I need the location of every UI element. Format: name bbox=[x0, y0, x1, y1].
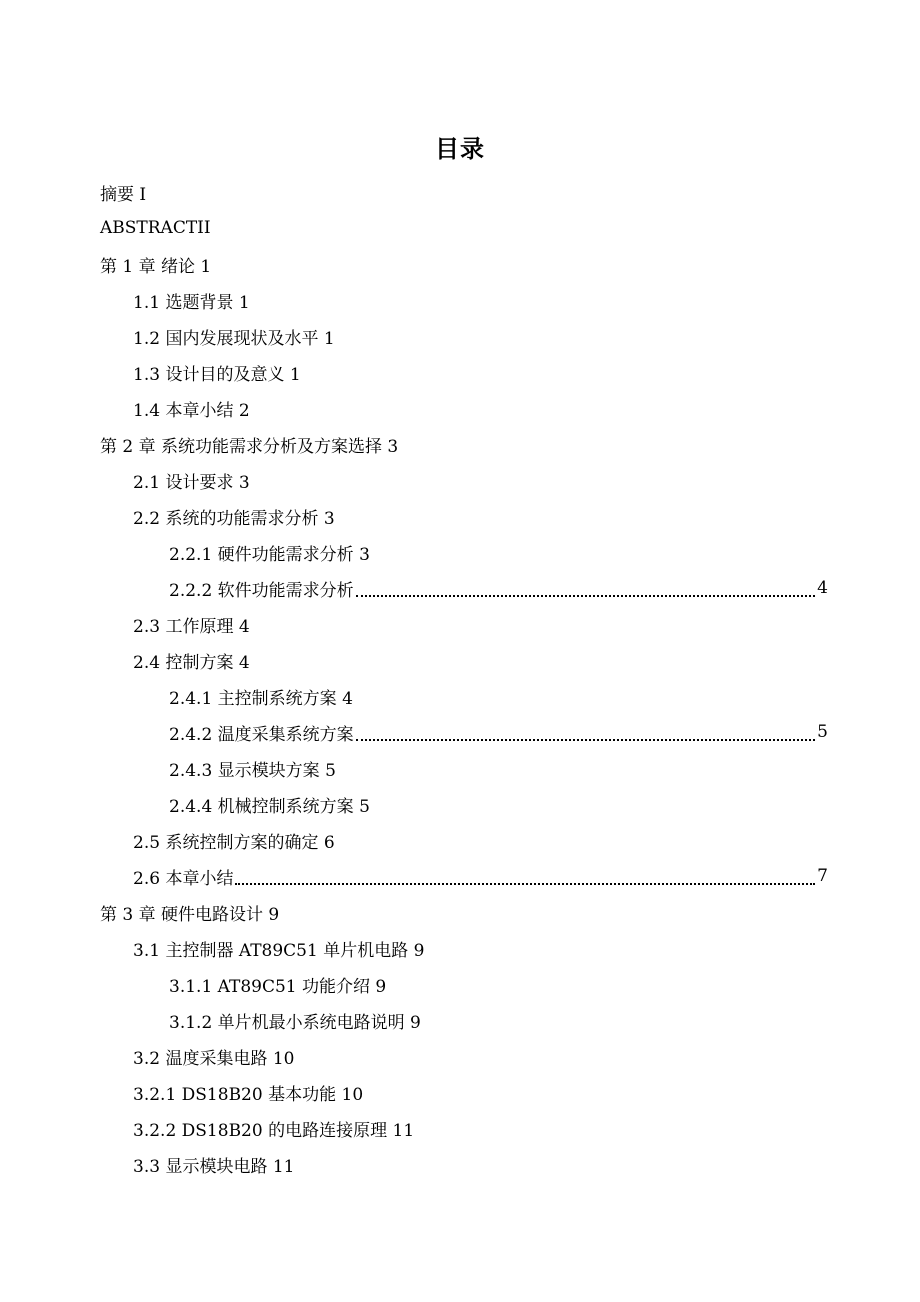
toc-entry-page: 5 bbox=[817, 722, 828, 742]
toc-entry[interactable] bbox=[100, 210, 211, 246]
toc-entry-text: 3.1 主控制器 AT89C51 单片机电路 9 bbox=[133, 940, 425, 961]
toc-entry-text: 第 2 章 系统功能需求分析及方案选择 3 bbox=[100, 436, 399, 457]
toc-entry-page: 4 bbox=[817, 578, 828, 598]
toc-entry-text: 3.1.2 单片机最小系统电路说明 9 bbox=[169, 1012, 421, 1033]
toc-entry[interactable] bbox=[169, 534, 370, 570]
toc-entry-text: 2.4.2 温度采集系统方案 bbox=[169, 724, 354, 745]
toc-entry[interactable] bbox=[133, 390, 250, 426]
toc-entry[interactable] bbox=[133, 1110, 414, 1146]
toc-entry[interactable] bbox=[133, 354, 301, 390]
toc-entry-text: 2.1 设计要求 3 bbox=[133, 472, 250, 493]
toc-entry-text: 3.3 显示模块电路 11 bbox=[133, 1156, 295, 1177]
toc-entry-text: 2.2.2 软件功能需求分析 bbox=[169, 580, 354, 601]
toc-entry-text: 第 3 章 硬件电路设计 9 bbox=[100, 904, 280, 925]
toc-entry[interactable] bbox=[100, 246, 211, 282]
toc-entry[interactable] bbox=[133, 822, 335, 858]
toc-entry[interactable] bbox=[133, 1038, 294, 1074]
toc-entry[interactable] bbox=[133, 930, 424, 966]
toc-entry-text: 3.2 温度采集电路 10 bbox=[133, 1048, 295, 1069]
toc-entry-text: 1.3 设计目的及意义 1 bbox=[133, 364, 301, 385]
toc-entry-text: 2.4.1 主控制系统方案 4 bbox=[169, 688, 353, 709]
toc-entry-text: 2.4.4 机械控制系统方案 5 bbox=[169, 796, 370, 817]
toc-entry-text: 1.2 国内发展现状及水平 1 bbox=[133, 328, 335, 349]
toc-entry[interactable] bbox=[133, 858, 828, 894]
toc-entry[interactable] bbox=[100, 426, 398, 462]
page-title: 目录 bbox=[435, 135, 485, 163]
toc-entry-text: 2.4.3 显示模块方案 5 bbox=[169, 760, 336, 781]
toc-entry[interactable] bbox=[133, 318, 335, 354]
toc-entry[interactable] bbox=[169, 678, 353, 714]
toc-entry-page: 7 bbox=[817, 866, 828, 886]
toc-entry-text: 1.1 选题背景 1 bbox=[133, 292, 250, 313]
toc-entry-text: 2.2 系统的功能需求分析 3 bbox=[133, 508, 335, 529]
toc-entry[interactable] bbox=[169, 714, 828, 750]
toc-entry-text: ABSTRACTII bbox=[100, 218, 211, 238]
dot-leader bbox=[356, 727, 816, 741]
dot-leader bbox=[356, 583, 816, 597]
toc-entry-text: 3.2.1 DS18B20 基本功能 10 bbox=[133, 1084, 364, 1105]
toc-entry-text: 1.4 本章小结 2 bbox=[133, 400, 250, 421]
toc-entry[interactable] bbox=[133, 1146, 294, 1182]
toc-entry-text: 3.1.1 AT89C51 功能介绍 9 bbox=[169, 976, 387, 997]
toc-entry[interactable] bbox=[133, 1074, 363, 1110]
toc-entry[interactable] bbox=[133, 498, 335, 534]
dot-leader bbox=[235, 871, 815, 885]
toc-entry-text: 2.2.1 硬件功能需求分析 3 bbox=[169, 544, 370, 565]
toc-entry[interactable] bbox=[169, 750, 336, 786]
toc-entry[interactable] bbox=[100, 894, 279, 930]
toc-entry-text: 第 1 章 绪论 1 bbox=[100, 256, 212, 277]
toc-entry-text: 3.2.2 DS18B20 的电路连接原理 11 bbox=[133, 1120, 415, 1141]
toc-entry[interactable] bbox=[133, 462, 250, 498]
toc-entry-text: 2.3 工作原理 4 bbox=[133, 616, 250, 637]
toc-entry[interactable] bbox=[169, 1002, 421, 1038]
toc-entry[interactable] bbox=[169, 966, 386, 1002]
toc-entry-text: 摘要 I bbox=[100, 184, 147, 205]
toc-entry-text: 2.6 本章小结 bbox=[133, 868, 234, 889]
toc-entry[interactable] bbox=[133, 642, 250, 678]
toc-entry[interactable] bbox=[133, 282, 250, 318]
toc-entry[interactable] bbox=[169, 570, 828, 606]
toc-entry[interactable] bbox=[100, 174, 146, 210]
toc-entry-text: 2.5 系统控制方案的确定 6 bbox=[133, 832, 335, 853]
toc-entry[interactable] bbox=[169, 786, 370, 822]
toc-entry-text: 2.4 控制方案 4 bbox=[133, 652, 250, 673]
toc-entry[interactable] bbox=[133, 606, 250, 642]
